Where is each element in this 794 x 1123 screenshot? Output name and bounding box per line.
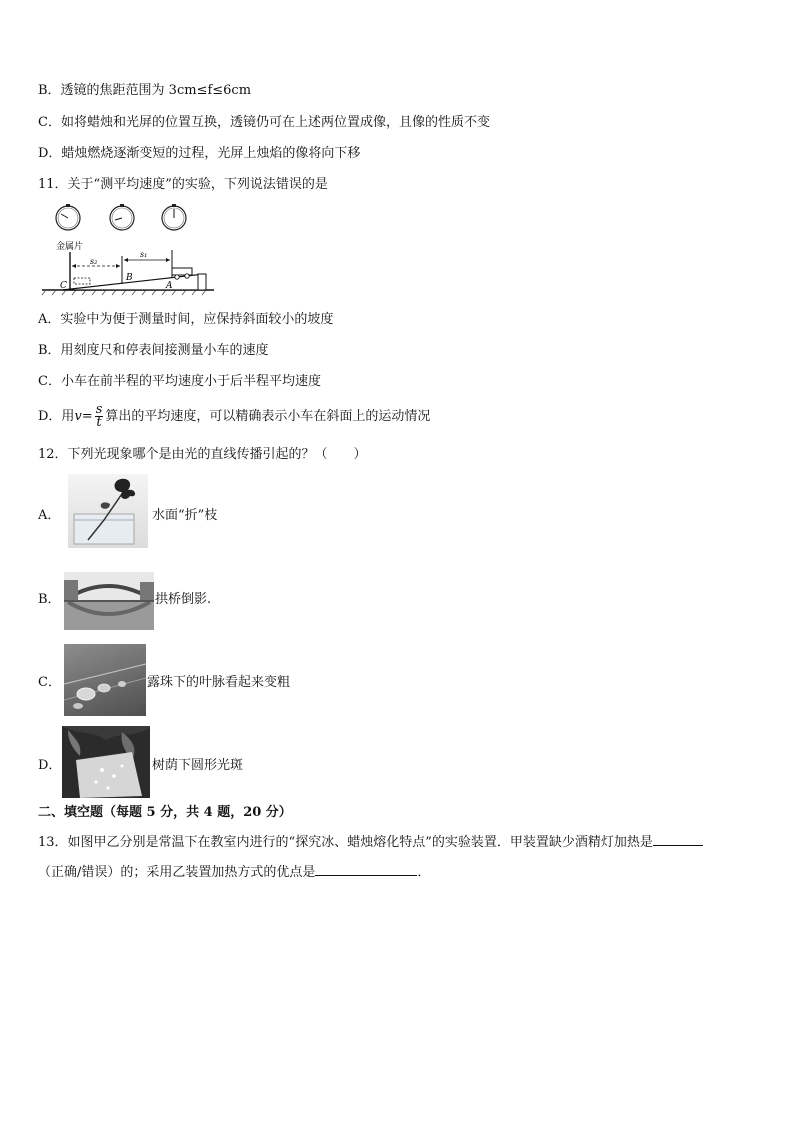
photo-dew-drops-on-leaf bbox=[64, 644, 146, 716]
label-s2: s₂ bbox=[90, 257, 98, 266]
formula-numerator: s bbox=[95, 402, 103, 417]
q13-answer-blank-2[interactable] bbox=[315, 863, 417, 876]
q12-stem: 12．下列光现象哪个是由光的直线传播引起的？（ ） bbox=[38, 447, 367, 462]
q11-option-d bbox=[38, 404, 430, 430]
q11-option-b: B．用刻度尺和停表间接测量小车的速度 bbox=[38, 343, 269, 358]
formula-fraction bbox=[95, 404, 104, 429]
q10-option-c: C．如将蜡烛和光屏的位置互换，透镜仍可在上述两位置成像，且像的性质不变 bbox=[38, 115, 490, 130]
q12-option-d-text: 树荫下圆形光斑 bbox=[152, 758, 244, 773]
q12-option-d-label: D． bbox=[38, 758, 62, 773]
q10-option-d: D．蜡烛燃烧逐渐变短的过程，光屏上烛焰的像将向下移 bbox=[38, 146, 361, 161]
q11-option-d-prefix: D．用 bbox=[38, 409, 75, 424]
photo-bent-stem bbox=[68, 474, 148, 548]
q12-option-a-text: 水面“折”枝 bbox=[152, 508, 218, 523]
incline-experiment-figure bbox=[40, 204, 216, 296]
incline-ramp bbox=[62, 274, 204, 290]
label-metal-plate: 金属片 bbox=[56, 242, 84, 252]
q11-option-a: A．实验中为便于测量时间，应保持斜面较小的坡度 bbox=[38, 312, 334, 327]
q13-answer-blank-1[interactable] bbox=[653, 833, 703, 846]
formula-v: v bbox=[74, 409, 82, 424]
label-point-b: B bbox=[126, 273, 133, 283]
q13-line2 bbox=[38, 863, 430, 882]
photo-arch-bridge-reflection bbox=[64, 572, 154, 630]
q11-stem: 11．关于“测平均速度”的实验，下列说法错误的是 bbox=[38, 177, 328, 192]
q11-option-c: C．小车在前半程的平均速度小于后半程平均速度 bbox=[38, 374, 321, 389]
q13-text-end: ． bbox=[417, 865, 431, 880]
formula-denominator: t bbox=[96, 415, 102, 430]
q13-text-part2: （正确/错误）的；采用乙装置加热方式的优点是 bbox=[38, 865, 316, 880]
q11-option-d-suffix: 算出的平均速度，可以精确表示小车在斜面上的运动情况 bbox=[105, 409, 431, 424]
q10-option-b: B．透镜的焦距范围为 3cm≤f≤6cm bbox=[38, 83, 252, 98]
stopwatch-icon-1 bbox=[56, 204, 80, 230]
q12-option-c-label: C． bbox=[38, 675, 61, 690]
label-point-c: C bbox=[60, 281, 67, 291]
q12-option-b-text: 拱桥倒影. bbox=[155, 592, 212, 607]
q12-option-a-label: A． bbox=[38, 508, 61, 523]
q12-option-b-label: B． bbox=[38, 592, 61, 607]
formula-eq: = bbox=[81, 409, 93, 424]
label-point-a: A bbox=[166, 281, 173, 291]
label-s1: s₁ bbox=[140, 250, 148, 259]
q13-text-part1: 13．如图甲乙分别是常温下在教室内进行的“探究冰、蜡烛熔化特点”的实验装置．甲装置缺少酒精灯加热是 bbox=[38, 835, 653, 850]
stopwatch-icon-3 bbox=[162, 204, 186, 230]
photo-light-spots-under-tree bbox=[62, 726, 150, 798]
stopwatch-icon-2 bbox=[110, 204, 134, 230]
q13-line1 bbox=[38, 833, 703, 852]
section-heading-fill-in: 二、填空题（每题 5 分，共 4 题，20 分） bbox=[38, 805, 292, 820]
q12-option-c-text: 露珠下的叶脉看起来变粗 bbox=[147, 675, 291, 690]
